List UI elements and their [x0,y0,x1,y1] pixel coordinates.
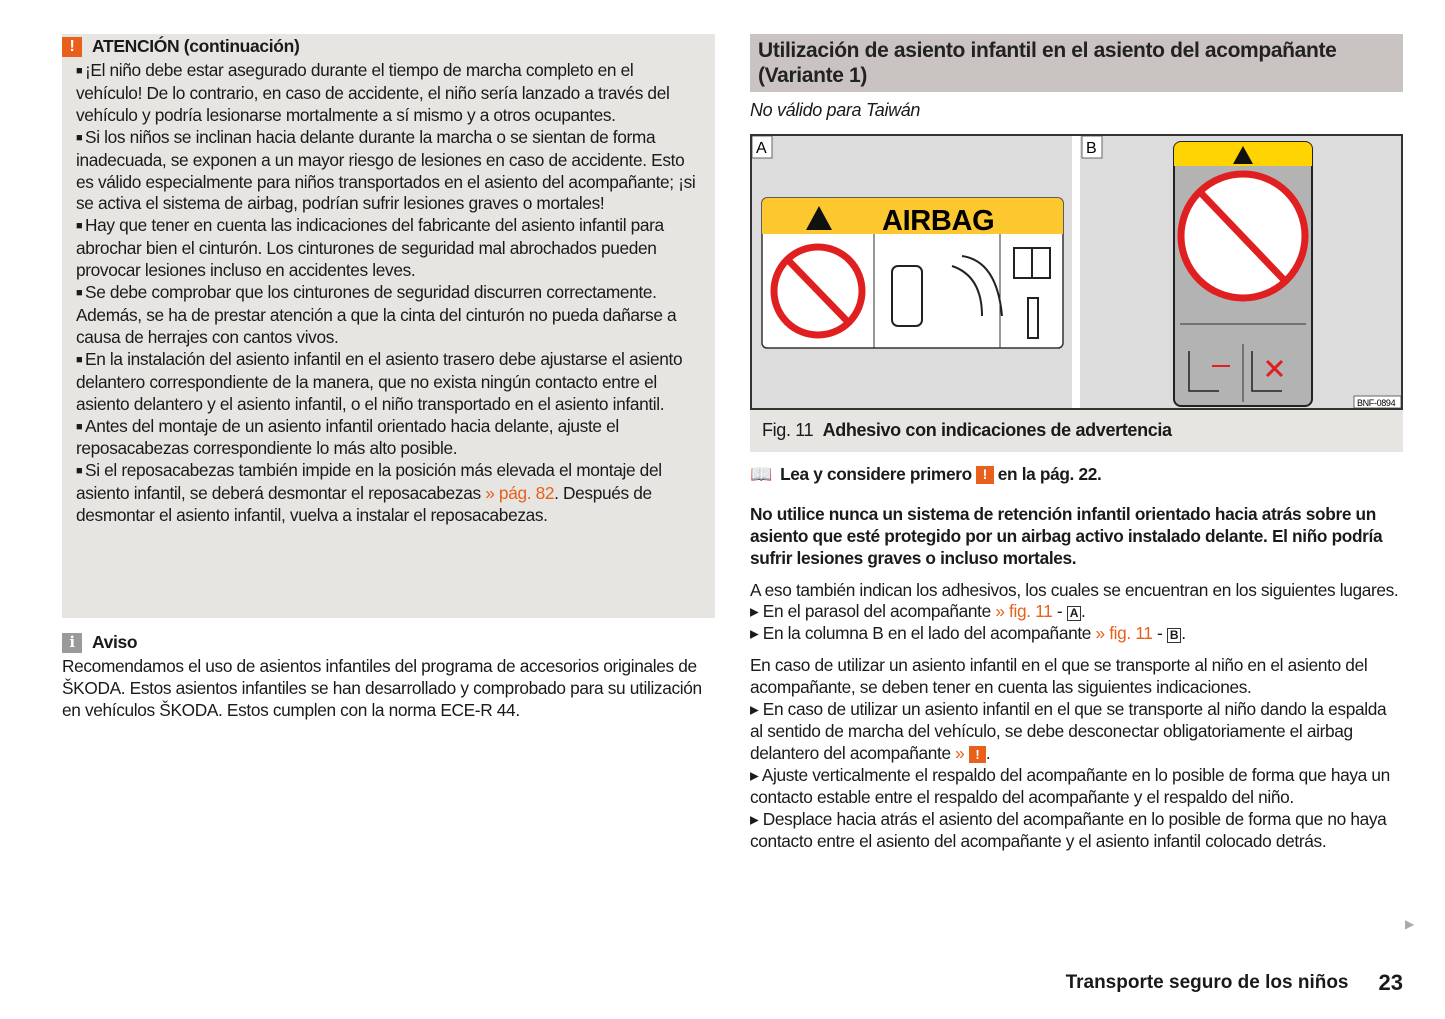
page-footer [1066,970,1403,996]
warning-item: ■ Si los niños se inclinan hacia delante durante la marcha o se sientan de forma inadecuada, se exponen a un mayor riesgo de lesiones en caso de accidente. Esto es válido especialmente para niños transportados en el asiento del acompañante; ¡si se activa el sistema de airbag, podrían sufrir lesiones graves o mortales! [76,127,701,216]
location-item: ▸ En el parasol del acompañante » fig. 11 - A . [750,601,1403,623]
airbag-text: AIRBAG [882,204,995,237]
bold-warning: No utilice nunca un sistema de retención infantil orientado hacia atrás sobre un asiento que esté protegido por un airbag activo instalado delante. El niño podría sufrir lesiones graves o incluso mortales. [750,503,1383,568]
step-item: ▸ Desplace hacia atrás el asiento del acompañante en lo posible de forma que no haya contacto entre el asiento del acompañante y el asiento infantil colocado detrás. [750,809,1403,853]
location-item: ▸ En la columna B en el lado del acompañante » fig. 11 - B . [750,623,1403,645]
footer-section: Transporte seguro de los niños [1065,972,1349,993]
section [750,34,1403,852]
notice-title: Aviso [92,632,138,652]
sticker-illustration [752,136,1401,408]
box-letter-a: A [1067,606,1081,621]
notice [62,632,715,722]
exclamation-icon[interactable]: ! [969,746,986,763]
read-first-page: en la pág. 22. [997,463,1102,484]
page-number: 23 [1378,970,1403,995]
warning-item: ■ En la instalación del asiento infantil en el asiento trasero debe ajustarse el asiento delantero correspondiente de la manera, que no exista ningún contacto entre el asiento delantero y el asiento infantil, o el niño transportado en el asiento infantil. [76,349,701,416]
read-first-text: Lea y considere primero [780,463,972,484]
notice-text: Recomendamos el uso de asientos infantiles del programa de accesorios originales de ŠKODA. Estos asientos infantiles se han desarrollado y comprobado para su utilización en vehículos ŠKODA. Estos cumplen con la norma ECE-R 44. [62,655,702,720]
figure-number: Fig. 11 [762,419,814,440]
warning-item [76,460,701,527]
warning-item: ■ Antes del montaje de un asiento infantil orientado hacia delante, ajuste el reposacabezas correspondiente lo más alto posible. [76,416,701,461]
warning-title: ATENCIÓN (continuación) [92,36,300,57]
airbag-sticker-a [762,198,1063,348]
info-icon: i [62,633,82,653]
figure-code: BNF-0894 [1357,397,1396,408]
box-letter-b: B [1167,628,1181,643]
label-a: A [756,139,767,157]
step-item: ▸ En caso de utilizar un asiento infantil en el que se transporte al niño dando la espalda al sentido de marcha del vehículo, se debe desconectar obligatoriamente el airbag delantero del acompañante » ! . [750,699,1403,765]
figure-caption [750,410,1403,452]
figure-warning-stickers [750,134,1403,410]
location-text: En la columna B en el lado del acompañante [762,623,1092,644]
intro: A eso también indican los adhesivos, los cuales se encuentran en los siguientes lugares. [750,579,1399,600]
step-text: En caso de utilizar un asiento infantil en el que se transporte al niño dando la espalda al sentido de marcha del vehículo, se debe desconectar obligatoriamente el airbag delantero del acompañante [750,699,1387,763]
figure-caption-text: Adhesivo con indicaciones de advertencia [822,419,1172,440]
section-subtitle: No válido para Taiwán [750,100,921,120]
step-item: ▸ Ajuste verticalmente el respaldo del acompañante en lo posible de forma que haya un contacto estable entre el respaldo del acompañante y el respaldo del niño. [750,765,1403,809]
page-82-link[interactable]: » pág. 82 [485,483,555,504]
fig-11-link[interactable]: » fig. 11 [995,601,1053,622]
exclamation-icon[interactable]: ! [976,466,994,484]
book-icon: 📖 [750,463,773,484]
para2: En caso de utilizar un asiento infantil en el que se transporte al niño en el asiento del acompañante, se deben tener en cuenta las siguientes indicaciones. [750,655,1368,698]
section-title: Utilización de asiento infantil en el asiento del acompañante (Variante 1) [750,34,1403,92]
label-b: B [1086,139,1097,157]
continue-arrow-icon: ▶ [1405,917,1415,931]
read-first [750,464,1403,486]
warning-text: . Después de desmontar el asiento infantil, vuelva a instalar el reposacabezas. [76,483,652,526]
airbag-sticker-b [1174,142,1312,406]
warning-text: Si el reposacabezas también impide en la posición más elevada el montaje del asiento infantil, se deberá desmontar el reposacabezas [76,460,662,504]
warning-box [62,34,715,618]
warning-item: ■ Se debe comprobar que los cinturones de seguridad discurren correctamente. Además, se ha de prestar atención a que la cinta del cinturón no pueda dañarse a causa de herrajes con cantos vivos. [76,282,701,349]
location-text: En el parasol del acompañante [762,601,991,622]
warning-item: ■ Hay que tener en cuenta las indicaciones del fabricante del asiento infantil para abrochar bien el cinturón. Los cinturones de seguridad mal abrochados pueden provocar lesiones incluso en accidentes leves. [76,215,701,282]
warning-item: ■ ¡El niño debe estar asegurado durante el tiempo de marcha completo en el vehículo! De lo contrario, en caso de accidente, el niño sería lanzado a través del vehículo y podría lesionarse mortalmente a sí mismo y a otros ocupantes. [76,60,701,127]
fig-11-link[interactable]: » fig. 11 [1095,623,1153,644]
exclamation-icon: ! [62,37,82,57]
warning-link[interactable]: » [955,742,965,763]
